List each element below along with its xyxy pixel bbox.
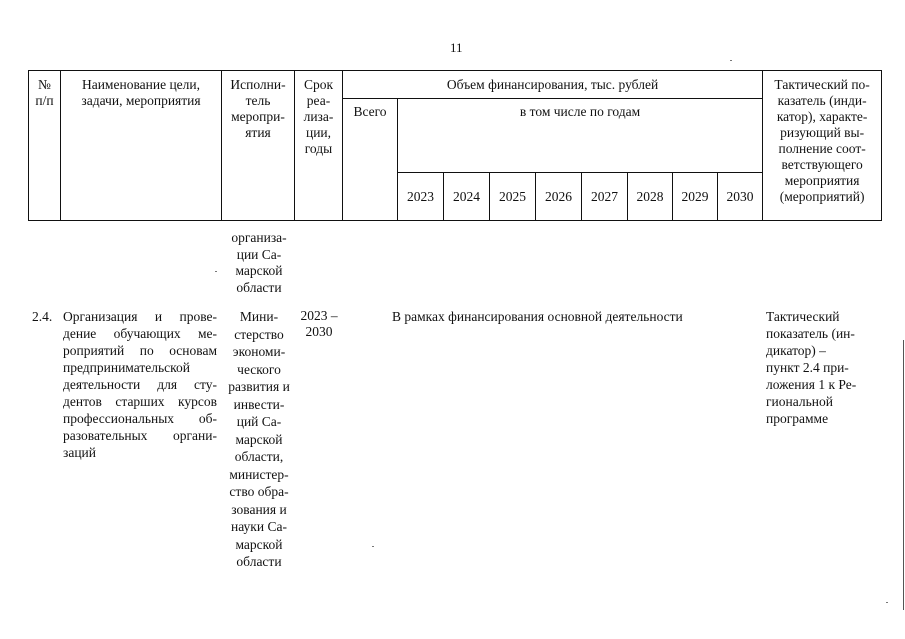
header-year: 2024 [444,173,490,221]
header-executor: Исполни-тель меропри-ятия [222,71,295,221]
scan-speck [372,546,374,547]
row-term: 2023 – 2030 [300,308,338,339]
scan-speck [215,271,217,272]
scan-speck [886,602,888,603]
row-executor: Мини- стерство экономи- ческого развития и инвести- ций Са- марской области, министер- ство обра- зования и науки Са- марской области [228,309,290,569]
header-financing: Объем финансирования, тыс. рублей [343,71,763,99]
executor-continuation: организа- ции Са- марской области [231,230,287,295]
table-header [28,70,882,221]
page-number: 11 [450,40,463,55]
header-year: 2025 [490,173,536,221]
header-num: № п/п [29,71,61,221]
row-financing: В рамках финансирования основной деятельности [392,309,683,324]
row-indicator: Тактический показатель (ин- дикатор) – пункт 2.4 при- ложения 1 к Ре- гиональной программе [766,309,857,426]
header-year: 2023 [398,173,444,221]
row-name: Организация и прове-дение обучающих ме-роприятий по основам предпринимательской деятельности для сту-дентов старших курсов профессиональных об-разовательных органи-заций [63,309,217,460]
header-name: Наименование цели, задачи, мероприятия [61,71,222,221]
scan-edge-line [903,340,904,610]
header-year: 2026 [536,173,582,221]
header-indicator: Тактический по-казатель (инди-катор), характе-ризующий вы-полнение соот-ветствующего мероприятия (мероприятий) [763,71,882,221]
header-total: Всего [343,99,398,221]
header-year: 2029 [673,173,718,221]
header-year: 2030 [718,173,763,221]
header-year: 2028 [628,173,673,221]
scan-speck [730,60,732,61]
header-by-years: в том числе по годам [398,99,763,173]
header-term: Срок реа-лиза-ции, годы [295,71,343,221]
row-number: 2.4. [32,309,53,324]
header-year: 2027 [582,173,628,221]
